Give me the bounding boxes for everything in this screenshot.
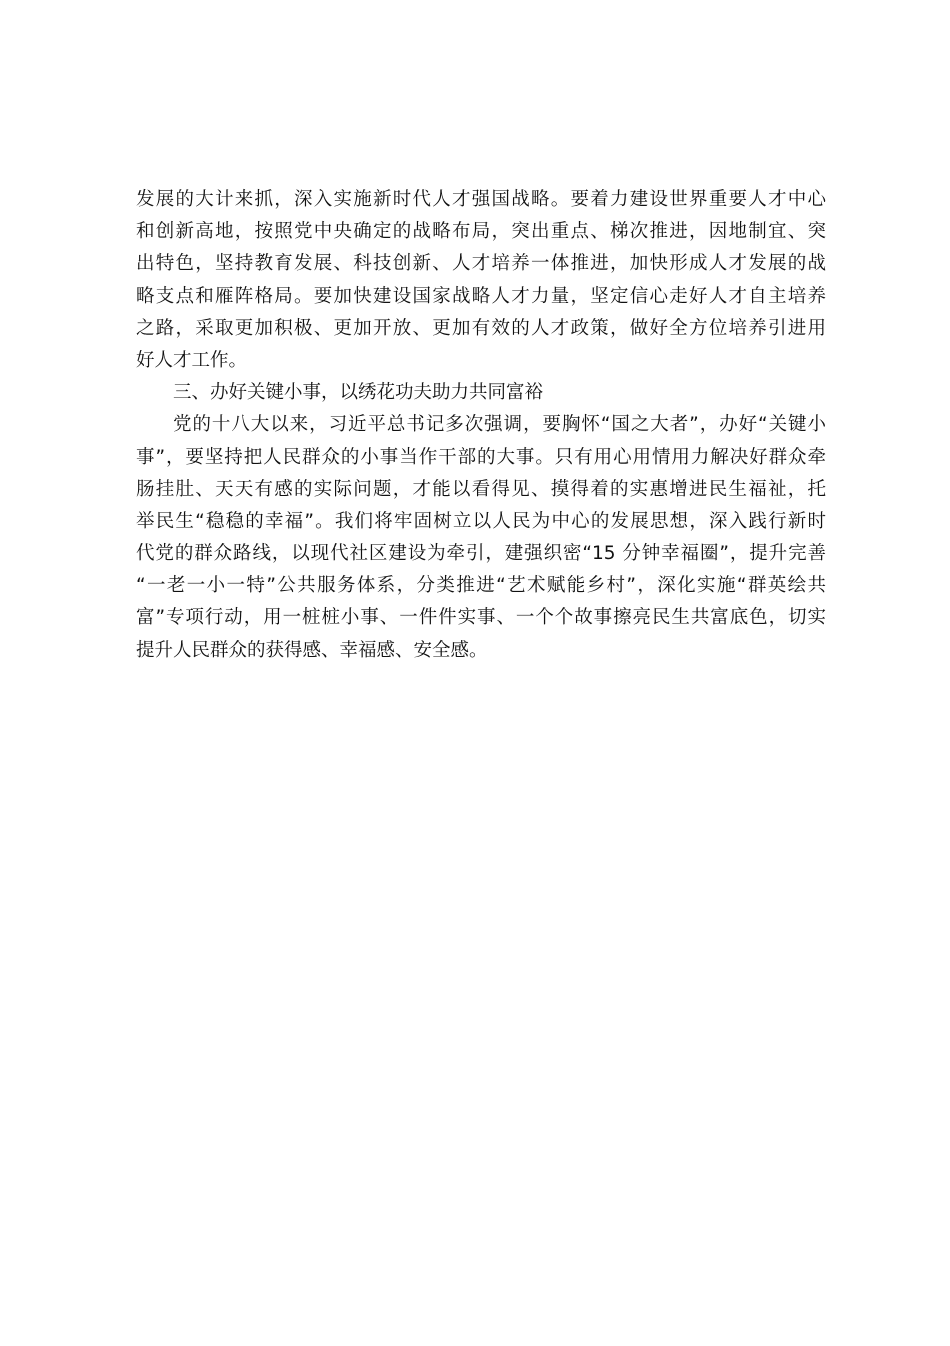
text-line: 之路，采取更加积极、更加开放、更加有效的人才政策，做好全方位培养引进用 <box>136 317 826 339</box>
text-line: 提升人民群众的获得感、幸福感、安全感。 <box>136 639 488 661</box>
text-line: 党的十八大以来，习近平总书记多次强调，要胸怀“国之大者”，办好“关键小 <box>173 414 826 436</box>
text-line: 事”，要坚持把人民群众的小事当作干部的大事。只有用心用情用力解决好群众牵 <box>136 446 826 468</box>
text-line: “一老一小一特”公共服务体系，分类推进“艺术赋能乡村”，深化实施“群英绘共 <box>136 575 826 597</box>
text-line: 略支点和雁阵格局。要加快建设国家战略人才力量，坚定信心走好人才自主培养 <box>136 285 826 307</box>
text-line: 代党的群众路线，以现代社区建设为牵引，建强织密“15 分钟幸福圈”，提升完善 <box>136 543 826 565</box>
text-line: 好人才工作。 <box>136 349 248 371</box>
text-line: 举民生“稳稳的幸福”。我们将牢固树立以人民为中心的发展思想，深入践行新时 <box>136 510 826 532</box>
text-line: 肠挂肚、天天有感的实际问题，才能以看得见、摸得着的实惠增进民生福祉，托 <box>136 478 826 500</box>
text-line: 和创新高地，按照党中央确定的战略布局，突出重点、梯次推进，因地制宜、突 <box>136 221 826 243</box>
document-body <box>136 184 826 667</box>
section-heading: 三、办好关键小事，以绣花功夫助力共同富裕 <box>173 382 544 404</box>
text-line: 出特色，坚持教育发展、科技创新、人才培养一体推进，加快形成人才发展的战 <box>136 253 826 275</box>
text-line: 富”专项行动，用一桩桩小事、一件件实事、一个个故事擦亮民生共富底色，切实 <box>136 607 826 629</box>
text-line: 发展的大计来抓，深入实施新时代人才强国战略。要着力建设世界重要人才中心 <box>136 189 826 210</box>
